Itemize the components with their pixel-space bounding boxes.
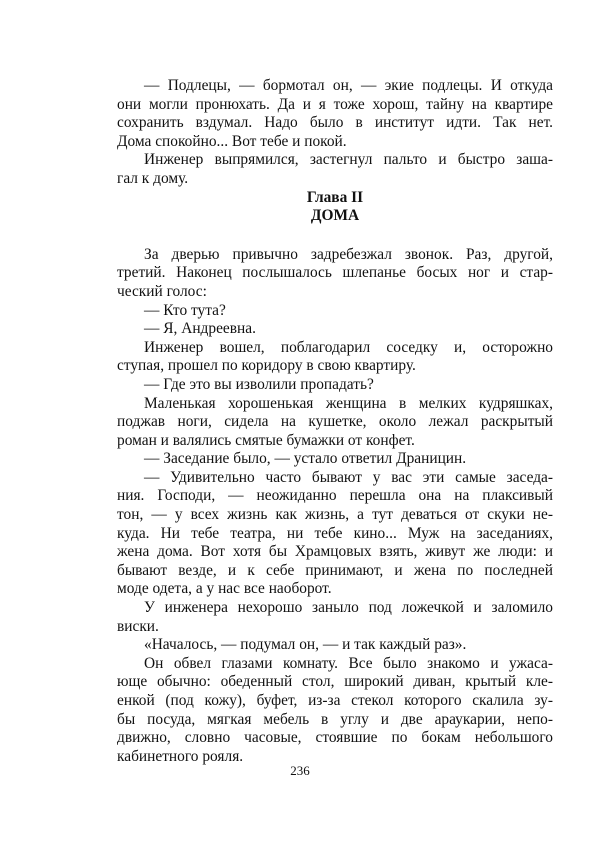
text-line: бы посуда, мягкая мебель в углу и две араукарии, непо-: [117, 710, 553, 728]
text-line: Он обвел глазами комнату. Все было знакомо и ужаса-: [144, 654, 553, 672]
text-line: ния. Господи, — неожиданно перешла она на плаксивый: [117, 487, 553, 505]
para-13: [117, 655, 553, 767]
para-11: [117, 599, 553, 636]
text-line: виски.: [117, 617, 159, 635]
text-line: сохранить вздумал. Надо было в институт идти. Так нет.: [117, 114, 553, 132]
text-line: тон, — у всех жизнь как жизнь, а тут деваться от скуки не-: [117, 506, 553, 524]
text-line: — Подлецы, — бормотал он, — экие подлецы. И откуда: [144, 77, 553, 94]
text-line: ческий голос:: [117, 282, 207, 300]
text-line: третий. Наконец послышалось шлепанье босых ног и стар-: [117, 264, 553, 282]
text-line: жена дома. Вот хотя бы Храмцовых взять, живут же люди: и: [117, 543, 553, 561]
text-line: кабинетного рояля.: [117, 747, 244, 765]
para-10: [117, 469, 553, 599]
text-line: гал к дому.: [117, 169, 189, 187]
para-3: [117, 246, 553, 302]
text-line: ступая, прошел по коридору в свою квартиру.: [117, 357, 416, 375]
text-after-chapter: [117, 246, 553, 767]
text-line: моде одета, а у нас все наоборот.: [117, 580, 332, 598]
para-4: [117, 302, 553, 321]
text-line: енкой (под кожу), буфет, из-за стекол которого скалила зу-: [117, 692, 553, 709]
para-6: [117, 339, 553, 376]
para-5: [117, 320, 553, 339]
text-line: Инженер вошел, поблагодарил соседку и, осторожно: [144, 338, 553, 356]
text-line: — Удивительно часто бывают у вас эти самые заседа-: [144, 468, 553, 486]
text-line: Дома спокойно... Вот тебе и покой.: [117, 132, 347, 150]
text-line: бывают везде, и к себе принимают, и жена по последней: [117, 561, 553, 579]
text-line: Маленькая хорошенькая женщина в мелких кудряшках,: [144, 394, 553, 412]
chapter-title: ДОМА: [310, 207, 360, 225]
text-line: За дверью привычно задребезжал звонок. Раз, другой,: [144, 245, 553, 263]
para-2: [117, 151, 553, 188]
page-number: 236: [290, 763, 310, 778]
text-line: «Началось, — подумал он, — и так каждый раз».: [144, 636, 467, 654]
text-line: — Кто тута?: [144, 301, 226, 319]
text-line: поджав ноги, сидела на кушетке, около лежал раскрытый: [117, 413, 553, 431]
text-before-chapter: [117, 77, 553, 189]
text-line: они могли пронюхать. Да и я тоже хорош, тайну на квартире: [117, 95, 553, 113]
para-12: [117, 636, 553, 655]
book-page: [117, 77, 553, 766]
text-line: движно, словно часовые, стоявшие по бокам небольшого: [117, 729, 553, 747]
chapter-number: Глава II: [306, 188, 364, 206]
para-9: [117, 450, 553, 469]
text-line: куда. Ни тебе театра, ни тебе кино... Муж на заседаниях,: [117, 524, 553, 542]
text-line: У инженера нехорошо заныло под ложечкой и заломило: [144, 599, 553, 617]
para-1: [117, 77, 553, 151]
para-7: [117, 376, 553, 395]
text-line: Инженер выпрямился, застегнул пальто и быстро заша-: [144, 151, 553, 169]
text-line: роман и валялись смятые бумажки от конфет.: [117, 431, 415, 449]
text-line: юще обычно: обеденный стол, широкий диван, крытый кле-: [117, 673, 553, 691]
text-line: — Заседание было, — устало ответил Драницин.: [144, 450, 467, 468]
text-line: — Я, Андреевна.: [144, 320, 256, 338]
text-line: — Где это вы изволили пропадать?: [144, 375, 374, 393]
para-8: [117, 395, 553, 451]
